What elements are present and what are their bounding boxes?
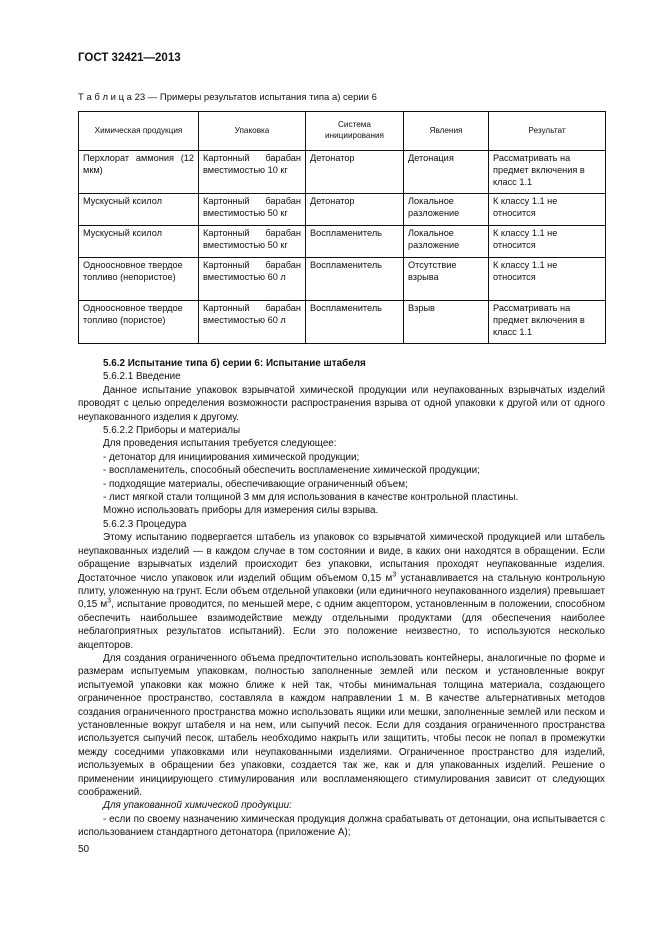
list-item: - если по своему назначению химическая продукция должна срабатывать от детонации, она испытывается с использованием стандартного детонатора (приложение А); <box>78 813 605 839</box>
table-cell: Локальное разложение <box>404 226 489 258</box>
list-item: - воспламенитель, способный обеспечить воспламенение химической продукции; <box>103 465 480 477</box>
column-header: Химическая продукция <box>79 112 199 151</box>
column-header: Система инициирования <box>306 112 404 151</box>
table-cell: Картонный барабан вместимостью 60 л <box>199 258 306 301</box>
list-item: - детонатор для инициирования химической продукции; <box>103 451 360 463</box>
table-cell: Картонный барабан вместимостью 50 кг <box>199 226 306 258</box>
paragraph: Для проведения испытания требуется следующее: <box>103 438 337 450</box>
page-number: 50 <box>78 844 90 855</box>
column-header: Явления <box>404 112 489 151</box>
table-cell: Одноосновное твердое топливо (непористое) <box>79 258 199 301</box>
column-header: Результат <box>489 112 606 151</box>
table-cell: Перхлорат аммония (12 мкм) <box>79 151 199 194</box>
table-row <box>79 151 606 194</box>
table-cell: К классу 1.1 не относится <box>489 226 606 258</box>
table-cell: Воспламенитель <box>306 226 404 258</box>
list-item: - подходящие материалы, обеспечивающие ограниченный объем; <box>103 478 408 490</box>
section-heading: 5.6.2 Испытание типа б) серии 6: Испытание штабеля <box>103 358 366 369</box>
text-run: Этому испытанию подвергается штабель из упаковок со взрывчатой химической продукцией или штабель неупакованных изделий — в каждом случае в том состоянии и виде, в каких они находятся в обращении. Если обращение взрывчатых изделий происходит без упаковки, испытания проходят неупакованные изделия. Достаточное число упаковок или изделий общим объемом 0,15 м <box>78 532 605 584</box>
table-cell: Картонный барабан вместимостью 60 л <box>199 301 306 344</box>
subsection-title: 5.6.2.3 Процедура <box>103 518 187 530</box>
table-row <box>79 226 606 258</box>
paragraph: Для создания ограниченного объема предпочтительно использовать контейнеры, аналогичные по форме и размерам испытуемым упаковкам, полностью заполненные землей или песком и установленные вокруг испытуемой упаковки как можно ближе к ней так, чтобы минимальная толщина материала, создающего ограниченное пространство, составляла в каждом направлении 1 м. В качестве альтернативных методов создания ограниченного пространства можно использовать ящики или мешки, заполненные землей или песком и установленные вокруг штабеля и на нем, или сыпучий песок. Если для создания ограниченного пространства используется сыпучий песок, штабель необходимо накрыть или защитить, чтобы песок не попал в промежутки между соседними упаковками или неупакованными изделиями. Ограниченное пространство для изделий, используемых в обращении без упаковки, создается так же, как и для упакованных изделий. Решение о применении инициирующего стимулирования или воспламеняющего стимулирования зависит от следующих соображений. <box>78 652 605 798</box>
table-cell: Воспламенитель <box>306 258 404 301</box>
table-cell: Детонация <box>404 151 489 194</box>
table-cell: К классу 1.1 не относится <box>489 258 606 301</box>
table-caption: Т а б л и ц а 23 — Примеры результатов испытания типа а) серии 6 <box>78 92 377 103</box>
results-table <box>78 111 606 344</box>
subsection-title: 5.6.2.1 Введение <box>103 371 181 383</box>
subsection-title: 5.6.2.2 Приборы и материалы <box>103 425 241 437</box>
table-cell: К классу 1.1 не относится <box>489 194 606 226</box>
table-cell: Рассматривать на предмет включения в класс 1.1 <box>489 301 606 344</box>
table-cell: Локальное разложение <box>404 194 489 226</box>
table-row <box>79 301 606 344</box>
paragraph: Данное испытание упаковок взрывчатой химической продукции или неупакованных взрывчатых изделий проводят с целью определения возможности распространения взрыва от одной упаковки к другой или от одного неупакованного изделия к другому. <box>78 384 605 423</box>
table-row <box>79 258 606 301</box>
table-cell: Взрыв <box>404 301 489 344</box>
italic-label: Для упакованной химической продукции: <box>103 800 292 812</box>
paragraph: Можно использовать приборы для измерения силы взрыва. <box>103 505 379 517</box>
superscript: 3 <box>392 571 397 579</box>
column-header: Упаковка <box>199 112 306 151</box>
table-cell: Мускусный ксилол <box>79 226 199 258</box>
table-cell: Одноосновное твердое топливо (пористое) <box>79 301 199 344</box>
text-run: , испытание проводится, по меньшей мере, с одним акцептором, установленным в положении, способном обеспечить наибольшее взаимодействие между отдельными продуктами (для обеспечения наиболее неблагоприятных результатов испытаний). Если это положение неизвестно, то используются несколько акцепторов. <box>78 599 605 651</box>
table-cell: Картонный барабан вместимостью 10 кг <box>199 151 306 194</box>
document-header: ГОСТ 32421—2013 <box>78 52 181 64</box>
section-body <box>78 357 605 840</box>
table-cell: Отсутствие взрыва <box>404 258 489 301</box>
superscript: 3 <box>107 598 112 606</box>
table-row <box>79 194 606 226</box>
table-cell: Рассматривать на предмет включения в класс 1.1 <box>489 151 606 194</box>
table-cell: Воспламенитель <box>306 301 404 344</box>
table-cell: Детонатор <box>306 151 404 194</box>
table-cell: Мускусный ксилол <box>79 194 199 226</box>
list-item: - лист мягкой стали толщиной 3 мм для использования в качестве контрольной пластины. <box>103 492 519 504</box>
table-cell: Картонный барабан вместимостью 50 кг <box>199 194 306 226</box>
table-cell: Детонатор <box>306 194 404 226</box>
paragraph <box>78 531 605 652</box>
text-run: устанавливается на стальную контрольную плиту, уложенную на грунт. Если объем отдельной упаковки (или единичного неупакованного изделия) превышает 0,15 м <box>78 572 605 611</box>
table-header-row <box>79 112 606 151</box>
